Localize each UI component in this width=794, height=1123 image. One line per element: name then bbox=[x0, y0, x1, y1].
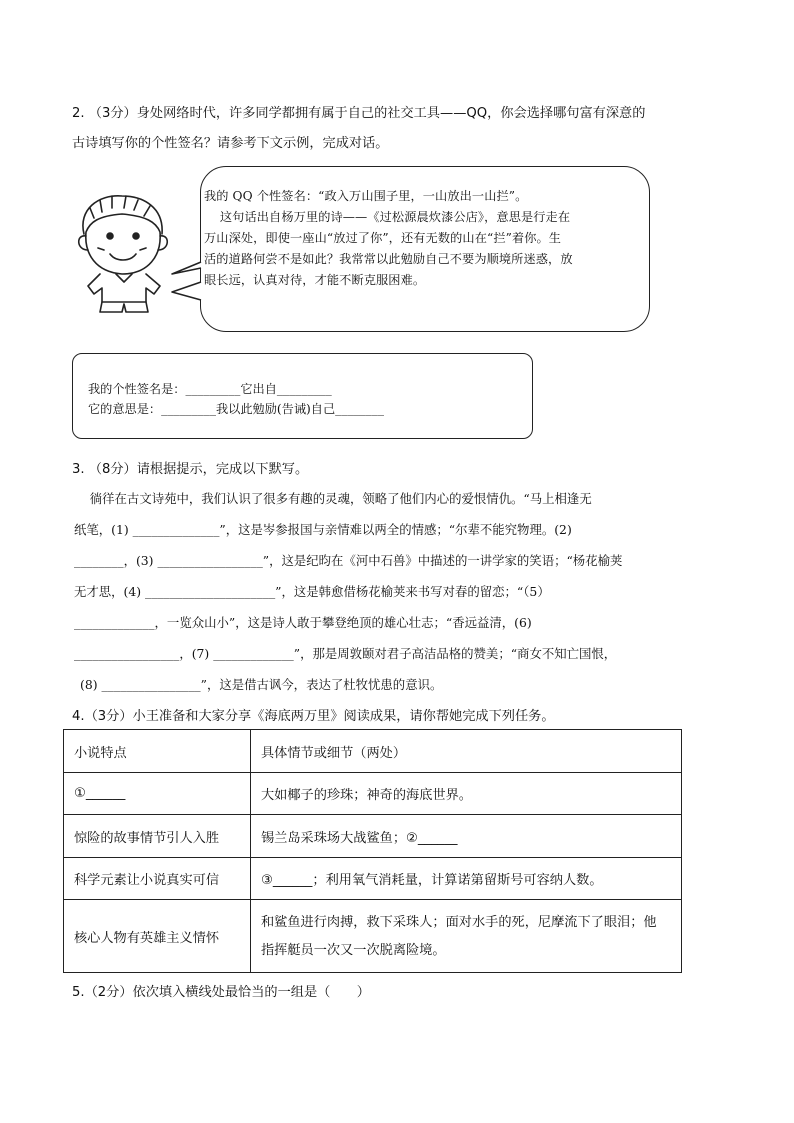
table-row bbox=[64, 815, 682, 858]
q3-line-6[interactable]: _________________，(7) _____________”，那是周敦颐对君子高洁品格的赞美；“商女不知亡国恨， bbox=[74, 646, 617, 661]
q4-heading: 4.（3分）小王准备和大家分享《海底两万里》阅读成果，请你帮她完成下列任务。 bbox=[72, 709, 555, 724]
q3-line-5[interactable]: _____________，一览众山小”，这是诗人敢于攀登绝顶的雄心壮志；“香远益清，(6) bbox=[74, 615, 532, 630]
bubble-line-5: 眼长远，认真对待，才能不断克服困难。 bbox=[204, 273, 426, 287]
detail-cell bbox=[251, 900, 682, 973]
detail-cell: 大如椰子的珍珠；神奇的海底世界。 bbox=[251, 773, 682, 815]
table-row bbox=[64, 858, 682, 900]
bubble-line-1: 我的 QQ 个性签名：“政入万山围子里，一山放出一山拦”。 bbox=[204, 189, 528, 203]
answer-line-2[interactable]: 它的意思是：_________我以此勉励(告诫)自己________ bbox=[88, 402, 384, 416]
q4-table bbox=[63, 729, 682, 973]
detail-cell[interactable]: ③______；利用氧气消耗量，计算诺第留斯号可容纳人数。 bbox=[251, 858, 682, 900]
q5-heading: 5.（2分）依次填入横线处最恰当的一组是（ ） bbox=[72, 985, 370, 1000]
detail-cell[interactable]: 锡兰岛采珠场大战鲨鱼；②______ bbox=[251, 815, 682, 858]
detail-line-1: 和鲨鱼进行肉搏，救下采珠人；面对水手的死，尼摩流下了眼泪；他 bbox=[261, 915, 657, 930]
answer-line-1[interactable]: 我的个性签名是：_________它出自_________ bbox=[88, 382, 332, 396]
q3-line-2[interactable]: 纸笔，(1) ______________”，这是岑参报国与亲情难以两全的情感；“尔辈不能究物理。(2) bbox=[74, 522, 572, 537]
q3-line-4[interactable]: 无才思，(4) _____________________”，这是韩愈借杨花榆荚来书写对春的留恋；“（5） bbox=[74, 584, 550, 599]
speech-bubble-tail bbox=[170, 260, 204, 306]
q2-line-2: 古诗填写你的个性签名？请参考下文示例，完成对话。 bbox=[72, 136, 389, 151]
cartoon-boy-illustration bbox=[70, 190, 180, 315]
q3-line-1: 徜徉在古文诗苑中，我们认识了很多有趣的灵魂，领略了他们内心的爱恨情仇。“马上相逢无 bbox=[74, 491, 592, 506]
feature-cell: 核心人物有英雄主义情怀 bbox=[64, 900, 251, 973]
bubble-line-2: 这句话出自杨万里的诗——《过松源晨炊漆公店》，意思是行走在 bbox=[204, 210, 571, 224]
feature-cell: 惊险的故事情节引人入胜 bbox=[64, 815, 251, 858]
q3-heading: 3. （8分）请根据提示，完成以下默写。 bbox=[72, 462, 309, 477]
feature-cell: 科学元素让小说真实可信 bbox=[64, 858, 251, 900]
bubble-line-3: 万山深处，即使一座山“放过了你”，还有无数的山在“拦”着你。生 bbox=[204, 231, 562, 245]
header-cell-details: 具体情节或细节（两处） bbox=[251, 730, 682, 773]
q2-line-1: 2. （3分）身处网络时代，许多同学都拥有属于自己的社交工具——QQ，你会选择哪句富有深意的 bbox=[72, 106, 646, 121]
table-header-row bbox=[64, 730, 682, 773]
table-row bbox=[64, 773, 682, 815]
bubble-line-4: 活的道路何尝不是如此？我常常以此勉励自己不要为顺境所迷惑，放 bbox=[204, 252, 573, 266]
q3-line-3[interactable]: ________，(3) _________________”，这是纪昀在《河中石兽》中描述的一讲学家的笑语；“杨花榆荚 bbox=[74, 553, 623, 568]
detail-line-2: 指挥艇员一次又一次脱离险境。 bbox=[261, 943, 446, 958]
q3-line-7[interactable]: (8) ________________”，这是借古讽今，表达了杜牧忧患的意识。 bbox=[80, 677, 443, 692]
table-row bbox=[64, 900, 682, 973]
feature-cell[interactable]: ①______ bbox=[64, 773, 251, 815]
header-cell-feature: 小说特点 bbox=[64, 730, 251, 773]
